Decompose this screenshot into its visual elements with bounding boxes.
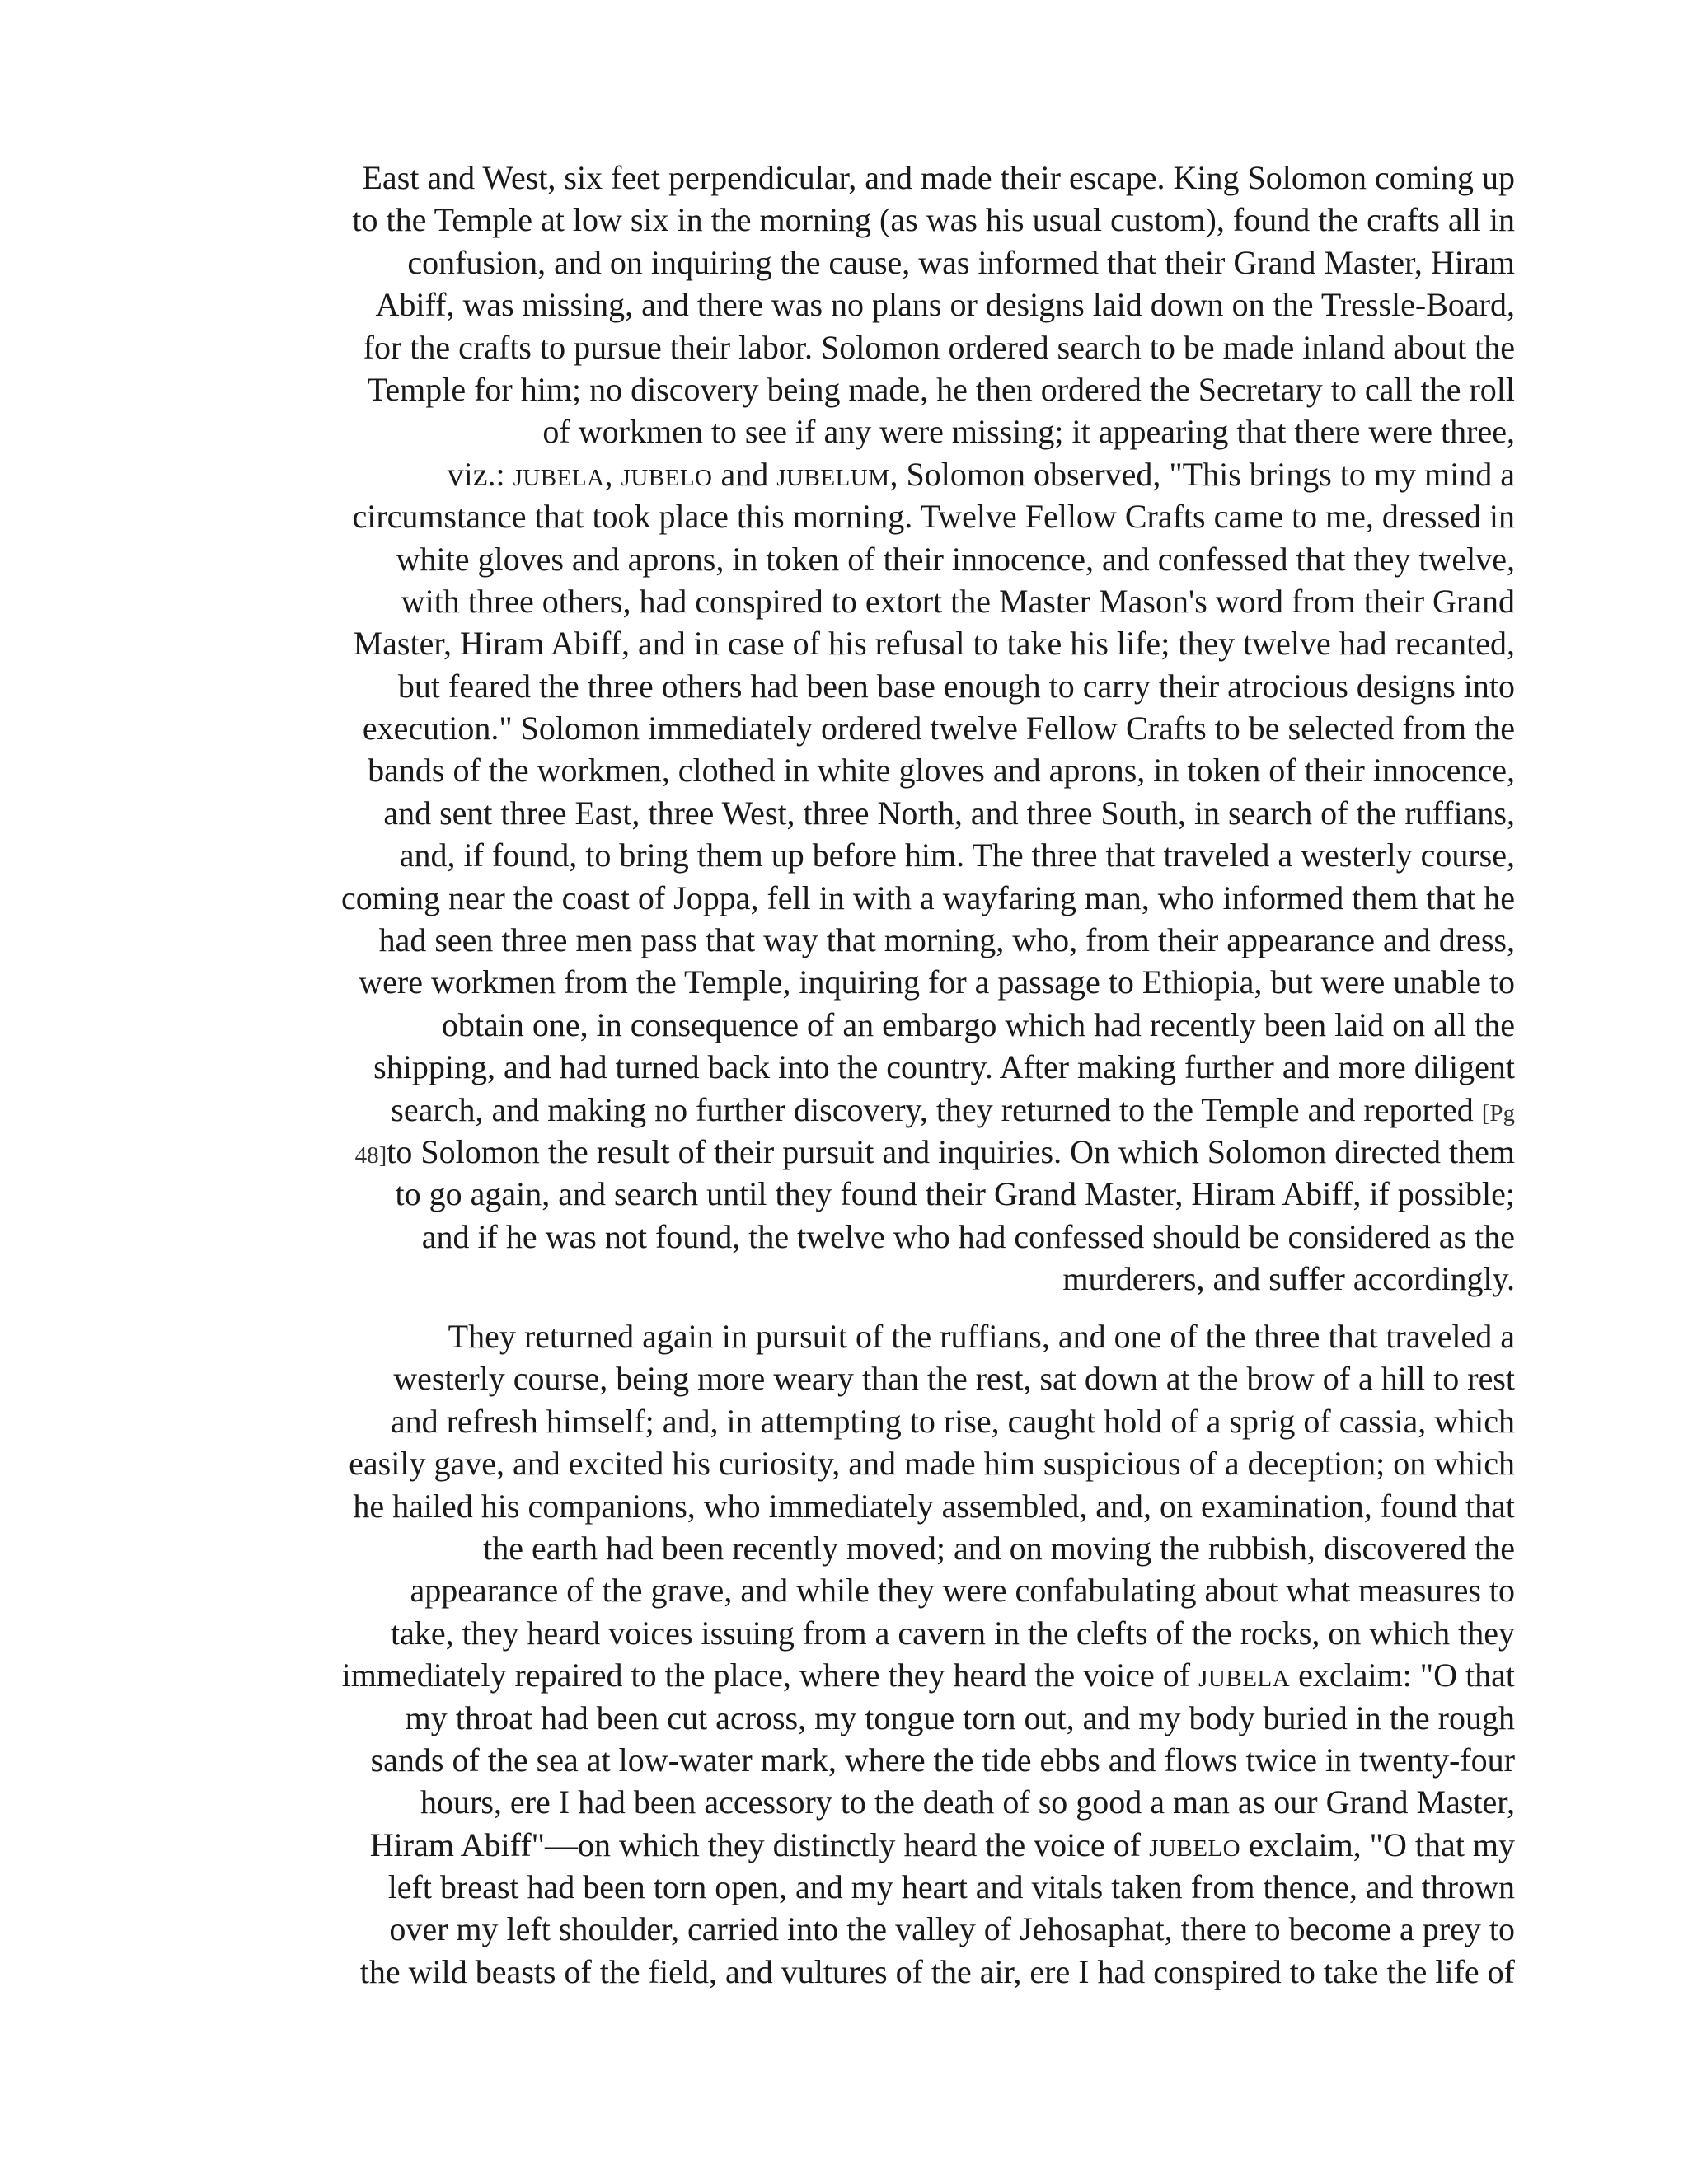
text-line: and refresh himself; and, in attempting to rise, caught hold of a sprig of cassia, which (390, 1402, 1515, 1440)
text-line: coming near the coast of Joppa, fell in with a wayfaring man, who informed them that he (340, 879, 1515, 916)
text-line: Hiram Abiff"—on which they distinctly heard the voice of JUBELO exclaim, "O that my (369, 1825, 1515, 1863)
name-jubelum: JUBELUM (776, 464, 890, 491)
text-line: of workmen to see if any were missing; it appearing that there were three, (542, 413, 1515, 451)
text-line: left breast had been torn open, and my heart and vitals taken from thence, and thrown (387, 1868, 1515, 1906)
text-line: circumstance that took place this morning. Twelve Fellow Crafts came to me, dressed in (352, 498, 1515, 536)
name-jubelo: JUBELO (1149, 1835, 1241, 1862)
text-line: East and West, six feet perpendicular, and made their escape. King Solomon coming up (362, 159, 1515, 196)
text-line: to go again, and search until they found their Grand Master, Hiram Abiff, if possible; (395, 1175, 1515, 1213)
text-line: bands of the workmen, clothed in white gloves and aprons, in token of their innocence, (368, 752, 1515, 790)
text-line: but feared the three others had been base enough to carry their atrocious designs into (397, 667, 1515, 705)
text-line: Abiff, was missing, and there was no plans or designs laid down on the Tressle-Board, (375, 286, 1515, 324)
text-line: and, if found, to bring them up before him. The three that traveled a westerly course, (399, 837, 1515, 874)
name-jubela: JUBELA (513, 464, 605, 491)
text-line: with three others, had conspired to extort the Master Mason's word from their Grand (401, 582, 1515, 620)
text-line: he hailed his companions, who immediately assembled, and, on examination, found that (353, 1487, 1515, 1525)
text-line: appearance of the grave, and while they were confabulating about what measures to (410, 1572, 1515, 1610)
text-line: sands of the sea at low-water mark, where the tide ebbs and flows twice in twenty-four (370, 1741, 1515, 1779)
text-line: and if he was not found, the twelve who had confessed should be considered as the (421, 1217, 1515, 1255)
text-line: confusion, and on inquiring the cause, was informed that their Grand Master, Hiram (407, 243, 1515, 281)
name-jubelo: JUBELO (621, 464, 713, 491)
text-line: They returned again in pursuit of the ruffians, and one of the three that traveled a (448, 1318, 1515, 1355)
text-line: obtain one, in consequence of an embargo which had recently been laid on all the (441, 1005, 1515, 1043)
text-line: hours, ere I had been accessory to the death of so good a man as our Grand Master, (420, 1783, 1515, 1821)
text-line: shipping, and had turned back into the country. After making further and more diligent (373, 1048, 1515, 1086)
text-line: Master, Hiram Abiff, and in case of his refusal to take his life; they twelve had recanted, (353, 625, 1515, 663)
text-line: murderers, and suffer accordingly. (1062, 1260, 1515, 1298)
page-marker: 48] (354, 1141, 387, 1169)
paragraph-2 (124, 1315, 1515, 1993)
paragraph-1 (124, 157, 1515, 1301)
page-marker: [Pg (1481, 1099, 1515, 1127)
text-line: had seen three men pass that way that morning, who, from their appearance and dress, (378, 921, 1515, 959)
text-line: the wild beasts of the field, and vultures of the air, ere I had conspired to take the life of (359, 1952, 1515, 1990)
text-line: and sent three East, three West, three North, and three South, in search of the ruffians, (383, 794, 1515, 832)
text-line: the earth had been recently moved; and on moving the rubbish, discovered the (483, 1529, 1515, 1567)
text-line: over my left shoulder, carried into the valley of Jehosaphat, there to become a prey to (389, 1910, 1515, 1948)
text-line: execution." Solomon immediately ordered twelve Fellow Crafts to be selected from the (362, 710, 1515, 748)
text-line: immediately repaired to the place, where they heard the voice of JUBELA exclaim: "O that (341, 1657, 1515, 1694)
text-line: for the crafts to pursue their labor. Solomon ordered search to be made inland about the (363, 328, 1515, 366)
text-line: viz.: JUBELA, JUBELO and JUBELUM, Solomon observed, "This brings to my mind a (447, 455, 1515, 493)
text-line: were workmen from the Temple, inquiring for a passage to Ethiopia, but were unable to (359, 963, 1515, 1001)
text-line: white gloves and aprons, in token of their innocence, and confessed that they twelve, (396, 540, 1515, 578)
text-line: my throat had been cut across, my tongue torn out, and my body buried in the rough (405, 1699, 1515, 1736)
text-line: 48]to Solomon the result of their pursuit and inquiries. On which Solomon directed them (354, 1132, 1515, 1170)
text-line: take, they heard voices issuing from a cavern in the clefts of the rocks, on which they (390, 1614, 1515, 1652)
text-line: Temple for him; no discovery being made, he then ordered the Secretary to call the roll (367, 370, 1515, 408)
name-jubela: JUBELA (1198, 1666, 1291, 1693)
text-line: search, and making no further discovery, they returned to the Temple and reported [Pg (391, 1090, 1515, 1128)
text-line: to the Temple at low six in the morning (as was his usual custom), found the crafts all in (352, 201, 1515, 239)
text-line: easily gave, and excited his curiosity, and made him suspicious of a deception; on which (349, 1445, 1515, 1483)
text-line: westerly course, being more weary than the rest, sat down at the brow of a hill to rest (393, 1360, 1515, 1398)
